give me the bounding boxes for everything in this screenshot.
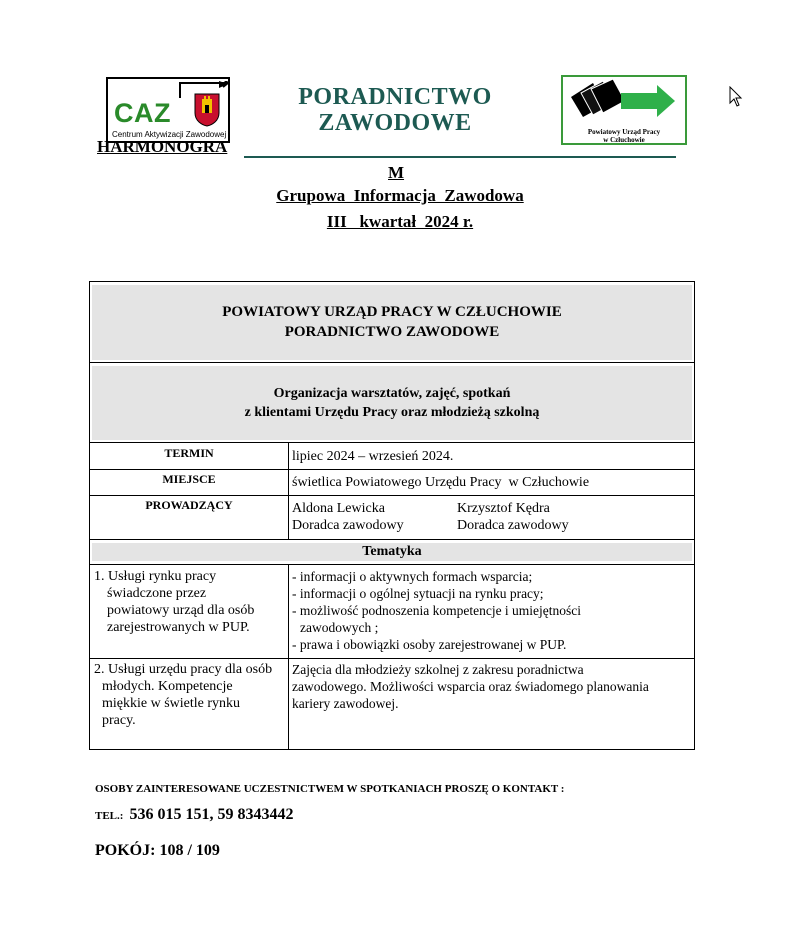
harmonogram-title-part2: M <box>388 163 405 182</box>
topic-line: 1. Usługi rynku pracy <box>94 569 217 584</box>
topic-line: świadczone przez <box>107 586 207 601</box>
mouse-cursor-icon <box>729 86 743 108</box>
topic-line: młodych. Kompetencje <box>102 679 233 694</box>
topic-desc-line: - możliwość podnoszenia kompetencje i umiejętności <box>292 603 582 618</box>
person-role: Doradca zawodowy <box>292 518 404 533</box>
termin-value: lipiec 2024 – wrzesień 2024. <box>292 449 454 464</box>
topic-2-title <box>94 661 272 729</box>
harmonogram-title-part1: HARMONOGRA <box>97 137 228 156</box>
office-box <box>92 285 692 360</box>
prowadzacy-label: PROWADZĄCY <box>145 498 233 512</box>
miejsce-value: świetlica Powiatowego Urzędu Pracy w Człuchowie <box>292 475 590 490</box>
topic-desc-line: - prawa i obowiązki osoby zarejestrowanej w PUP. <box>292 637 567 652</box>
workshop-box-line-1: Organizacja warsztatów, zajęć, spotkań <box>273 386 511 401</box>
subtitle-line-1: Grupowa Informacja Zawodowa <box>276 186 524 205</box>
pup-logo <box>561 75 687 145</box>
phone-numbers: 536 015 151, 59 8343442 <box>129 806 294 823</box>
contact-info: OSOBY ZAINTERESOWANE UCZESTNICTWEM W SPOTKANIACH PROSZĘ O KONTAKT : <box>95 783 565 795</box>
divider <box>89 495 695 496</box>
topic-desc-line: - informacji o aktywnych formach wsparcia; <box>292 569 533 584</box>
person-name: Krzysztof Kędra <box>457 501 550 516</box>
divider <box>89 564 695 565</box>
prowadzacy-person-1 <box>292 500 404 534</box>
office-box-line-1: POWIATOWY URZĄD PRACY W CZŁUCHOWIE <box>222 304 562 320</box>
person-name: Aldona Lewicka <box>292 501 385 516</box>
crest-icon <box>194 93 220 127</box>
divider <box>89 658 695 659</box>
topic-line: 2. Usługi urzędu pracy dla osób <box>94 662 273 677</box>
workshop-box-line-2: z klientami Urzędu Pracy oraz młodzieżą szkolną <box>244 405 540 420</box>
topic-desc-line: zawodowych ; <box>300 620 379 635</box>
room-info: POKÓJ: 108 / 109 <box>95 842 220 859</box>
workshop-box <box>92 366 692 440</box>
topic-desc-line: kariery zawodowej. <box>292 696 399 711</box>
prowadzacy-person-2 <box>457 500 569 534</box>
divider <box>89 362 695 363</box>
divider <box>89 539 695 540</box>
phone-line <box>95 806 293 824</box>
topic-line: zarejestrowanych w PUP. <box>107 620 250 635</box>
phone-label: TEL.: <box>95 810 124 822</box>
topic-1-description <box>292 568 581 653</box>
topic-line: miękkie w świetle rynku <box>102 696 241 711</box>
topic-2-description <box>292 661 649 712</box>
title-line-1: PORADNICTWO <box>298 84 492 110</box>
person-role: Doradca zawodowy <box>457 518 569 533</box>
miejsce-label: MIEJSCE <box>162 472 216 486</box>
divider <box>89 469 695 470</box>
topic-desc-line: - informacji o ogólnej sytuacji na rynku pracy; <box>292 586 544 601</box>
pup-caption-line-1: Powiatowy Urząd Pracy <box>587 128 661 136</box>
header-divider <box>244 156 676 158</box>
column-divider <box>288 443 289 540</box>
topic-desc-line: Zajęcia dla młodzieży szkolnej z zakresu poradnictwa <box>292 662 584 677</box>
pup-emblem-icon <box>563 77 685 127</box>
caz-logo <box>106 77 230 143</box>
subtitle-line-2: III kwartał 2024 r. <box>326 212 474 231</box>
divider <box>89 442 695 443</box>
title-line-2: ZAWODOWE <box>318 110 472 136</box>
page-title <box>280 84 510 136</box>
pup-caption <box>563 128 685 144</box>
tematyka-header: Tematyka <box>92 543 692 561</box>
topic-desc-line: zawodowego. Możliwości wsparcia oraz świadomego planowania <box>292 679 649 694</box>
caz-logo-fullname: Centrum Aktywizacji Zawodowej <box>112 130 227 139</box>
column-divider <box>288 565 289 749</box>
office-box-line-2: PORADNICTWO ZAWODOWE <box>284 324 500 340</box>
termin-label: TERMIN <box>164 446 214 460</box>
topic-line: powiatowy urząd dla osób <box>107 603 255 618</box>
pup-caption-line-2: w Człuchowie <box>603 136 645 144</box>
topic-line: pracy. <box>102 713 136 728</box>
caz-logo-abbr: CAZ <box>114 98 171 128</box>
topic-1-title <box>94 568 254 636</box>
